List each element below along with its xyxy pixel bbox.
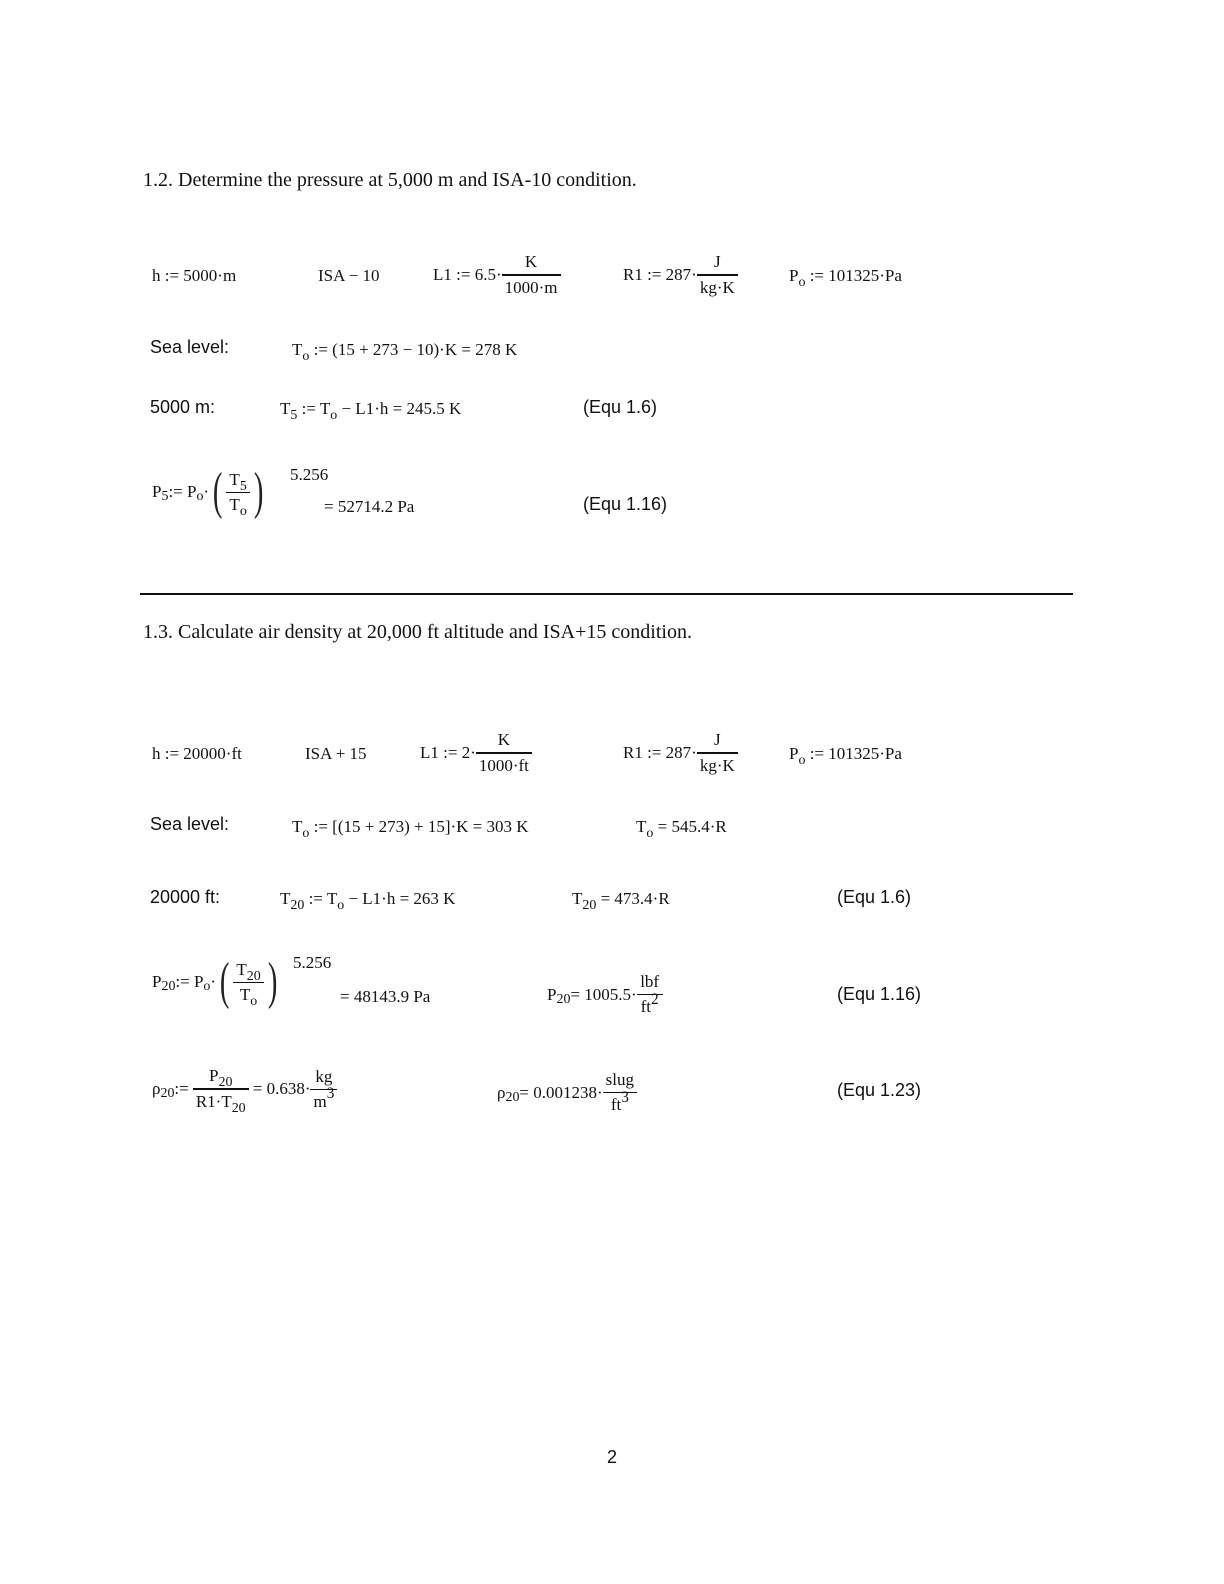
sea-level-pressure-definition bbox=[789, 744, 902, 769]
temperature-20000-equation bbox=[280, 889, 456, 914]
ratio-denominator bbox=[233, 982, 263, 1009]
gas-constant-fraction bbox=[697, 730, 738, 776]
multiply-dot: · bbox=[203, 482, 210, 501]
pressure-20000-equation bbox=[152, 953, 281, 1010]
gas-constant-lhs: R1 := 287· bbox=[623, 265, 697, 284]
symbol-p: := P bbox=[175, 972, 204, 991]
gas-constant-lhs: R1 := 287· bbox=[623, 743, 697, 762]
symbol-p: P bbox=[789, 744, 799, 763]
problem-1-2-heading: 1.2. Determine the pressure at 5,000 m and ISA-10 condition. bbox=[143, 169, 637, 191]
value: = 545.4·R bbox=[653, 817, 727, 836]
unit-numerator: kg bbox=[315, 1066, 333, 1086]
subscript: 20 bbox=[246, 968, 261, 984]
gas-constant-unit-num: J bbox=[713, 730, 721, 749]
ratio-numerator bbox=[226, 470, 249, 492]
density-20000-equation bbox=[152, 1066, 337, 1117]
symbol-t: T bbox=[292, 340, 303, 359]
pressure-5000-result: = 52714.2 Pa bbox=[324, 497, 415, 516]
sea-level-label: Sea level: bbox=[150, 337, 230, 357]
density-value: = 0.638· bbox=[252, 1079, 311, 1098]
subscript: o bbox=[337, 898, 345, 914]
multiply-dot: · bbox=[210, 972, 217, 991]
density-fraction bbox=[193, 1066, 249, 1117]
unit-numerator: slug bbox=[605, 1070, 635, 1089]
subscript: o bbox=[302, 826, 310, 842]
symbol-t: T bbox=[280, 399, 291, 418]
lapse-rate-lhs: L1 := 2· bbox=[420, 743, 476, 762]
subscript: o bbox=[239, 503, 247, 519]
gas-constant-definition bbox=[623, 252, 738, 298]
subscript: 20 bbox=[160, 1086, 175, 1102]
value: := 101325·Pa bbox=[805, 266, 902, 285]
equation-ref-1-23: (Equ 1.23) bbox=[837, 1080, 922, 1100]
assign: := bbox=[174, 1079, 189, 1098]
unit-fraction bbox=[637, 972, 663, 1017]
symbol-p: P bbox=[547, 984, 557, 1004]
gas-constant-unit-den: kg·K bbox=[697, 274, 738, 298]
symbol-p: P bbox=[152, 972, 162, 991]
symbol-t: := T bbox=[297, 399, 331, 418]
left-paren: ( bbox=[212, 463, 223, 520]
altitude-20000-label: 20000 ft: bbox=[150, 887, 221, 907]
exponent: 5.256 bbox=[293, 953, 332, 972]
exponent: 5.256 bbox=[290, 465, 329, 484]
symbol-t: T bbox=[229, 494, 240, 514]
lapse-rate-unit-num: K bbox=[524, 252, 538, 271]
subscript: 20 bbox=[582, 898, 597, 914]
symbol-t: T bbox=[292, 817, 303, 836]
subscript: 5 bbox=[239, 478, 247, 494]
symbol-t: := T bbox=[304, 889, 338, 908]
equation-ref-1-16: (Equ 1.16) bbox=[583, 494, 668, 514]
symbol-t: T bbox=[636, 817, 647, 836]
subscript: 5 bbox=[290, 408, 298, 424]
temperature-20000-rankine bbox=[572, 889, 670, 914]
value: = 473.4·R bbox=[596, 889, 670, 908]
density-20000-english bbox=[497, 1070, 637, 1115]
pressure-5000-equation bbox=[152, 463, 267, 520]
problem-1-3-heading: 1.3. Calculate air density at 20,000 ft altitude and ISA+15 condition. bbox=[143, 621, 692, 643]
altitude-5000-label: 5000 m: bbox=[150, 397, 216, 417]
value: := 101325·Pa bbox=[805, 744, 902, 763]
value: := [(15 + 273) + 15]·K = 303 K bbox=[309, 817, 529, 836]
ratio-denominator bbox=[226, 492, 249, 519]
sea-level-temperature-equation bbox=[292, 817, 529, 842]
value: − L1·h = 263 K bbox=[344, 889, 456, 908]
unit-base: ft bbox=[640, 997, 652, 1016]
subscript: 5 bbox=[161, 489, 169, 505]
denominator-text: R1·T bbox=[195, 1092, 232, 1111]
symbol-t: T bbox=[236, 959, 247, 979]
lapse-rate-fraction bbox=[502, 252, 561, 298]
gas-constant-unit-den: kg·K bbox=[697, 752, 738, 776]
subscript: o bbox=[196, 489, 204, 505]
unit-numerator: lbf bbox=[640, 972, 660, 991]
subscript: o bbox=[203, 979, 211, 995]
ratio-numerator bbox=[233, 960, 263, 982]
value: = 1005.5· bbox=[570, 984, 637, 1004]
pressure-20000-result: = 48143.9 Pa bbox=[340, 987, 431, 1006]
right-paren: ) bbox=[267, 953, 278, 1010]
density-denominator bbox=[193, 1088, 249, 1117]
temperature-ratio bbox=[226, 469, 249, 519]
isa-condition: ISA + 15 bbox=[305, 744, 367, 763]
value: = 0.001238· bbox=[519, 1082, 603, 1102]
altitude-definition: h := 20000·ft bbox=[152, 744, 242, 763]
subscript: o bbox=[798, 753, 806, 769]
symbol-p: := P bbox=[168, 482, 197, 501]
subscript: 20 bbox=[556, 991, 571, 1007]
sea-level-pressure-definition bbox=[789, 266, 902, 291]
symbol-p: P bbox=[209, 1066, 219, 1085]
unit-base: ft bbox=[610, 1095, 622, 1114]
lapse-rate-definition bbox=[420, 730, 532, 776]
page-number: 2 bbox=[606, 1447, 617, 1467]
density-numerator bbox=[193, 1066, 249, 1091]
lapse-rate-unit-num: K bbox=[497, 730, 511, 749]
equation-ref-1-6: (Equ 1.6) bbox=[583, 397, 658, 417]
subscript: o bbox=[646, 826, 654, 842]
lapse-rate-unit-den: 1000·m bbox=[502, 274, 561, 298]
sea-level-temperature-equation bbox=[292, 340, 518, 365]
unit-denominator bbox=[310, 1085, 337, 1112]
gas-constant-definition bbox=[623, 730, 738, 776]
unit-fraction bbox=[310, 1067, 337, 1112]
subscript: o bbox=[302, 349, 310, 365]
subscript: 20 bbox=[231, 1101, 246, 1117]
temperature-5000-equation bbox=[280, 399, 462, 424]
unit-base: m bbox=[313, 1091, 327, 1111]
unit-exponent: 2 bbox=[651, 990, 659, 1008]
symbol-rho: ρ bbox=[497, 1082, 506, 1102]
subscript: 20 bbox=[161, 979, 176, 995]
unit-exponent: 3 bbox=[621, 1088, 629, 1106]
symbol-t: T bbox=[239, 984, 251, 1004]
unit-exponent: 3 bbox=[326, 1085, 335, 1103]
lapse-rate-unit-den: 1000·ft bbox=[476, 752, 532, 776]
lapse-rate-fraction bbox=[476, 730, 532, 776]
gas-constant-unit-num: J bbox=[713, 252, 721, 271]
sea-level-label: Sea level: bbox=[150, 814, 230, 834]
equation-ref-1-16: (Equ 1.16) bbox=[837, 984, 922, 1004]
gas-constant-fraction bbox=[697, 252, 738, 298]
unit-denominator bbox=[603, 1088, 637, 1115]
subscript: o bbox=[250, 993, 258, 1009]
symbol-p: P bbox=[789, 266, 799, 285]
isa-condition: ISA − 10 bbox=[318, 266, 380, 285]
subscript: 20 bbox=[218, 1075, 233, 1091]
equation-ref-1-6: (Equ 1.6) bbox=[837, 887, 912, 907]
symbol-t: T bbox=[572, 889, 583, 908]
temperature-ratio bbox=[233, 959, 263, 1009]
unit-fraction bbox=[603, 1070, 637, 1115]
symbol-p: P bbox=[152, 482, 162, 501]
right-paren: ) bbox=[253, 463, 264, 520]
subscript: o bbox=[330, 408, 338, 424]
unit-denominator bbox=[637, 990, 663, 1017]
value: := (15 + 273 − 10)·K = 278 K bbox=[309, 340, 518, 359]
value: − L1·h = 245.5 K bbox=[337, 399, 462, 418]
left-paren: ( bbox=[219, 953, 230, 1010]
lapse-rate-lhs: L1 := 6.5· bbox=[433, 265, 502, 284]
lapse-rate-definition bbox=[433, 252, 561, 298]
symbol-rho: ρ bbox=[152, 1079, 161, 1098]
subscript: o bbox=[798, 275, 806, 291]
altitude-definition: h := 5000·m bbox=[152, 266, 237, 285]
symbol-t: T bbox=[280, 889, 291, 908]
sea-level-temperature-rankine bbox=[636, 817, 727, 842]
symbol-t: T bbox=[229, 469, 240, 489]
subscript: 20 bbox=[290, 898, 305, 914]
subscript: 20 bbox=[505, 1089, 520, 1105]
section-divider bbox=[140, 593, 1073, 595]
pressure-20000-english bbox=[547, 972, 663, 1017]
